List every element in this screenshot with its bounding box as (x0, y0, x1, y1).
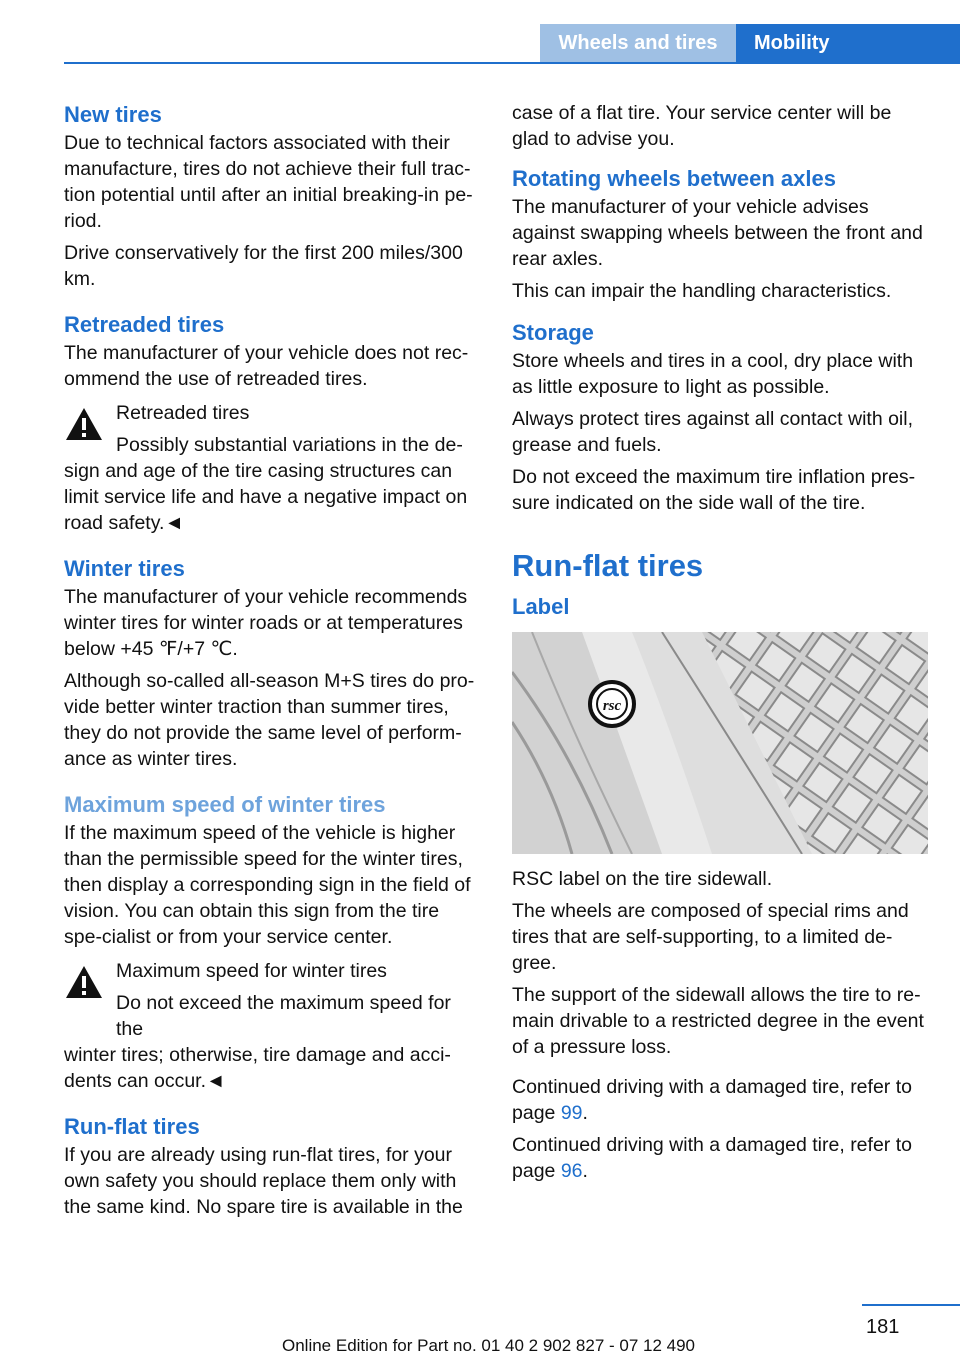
cross-reference (512, 1132, 930, 1184)
cross-reference (512, 1074, 930, 1126)
warning-triangle-icon (64, 406, 104, 442)
tab-section-wheels-and-tires[interactable]: Wheels and tires (540, 24, 736, 62)
warning-text: sign and age of the tire casing structures can limit service life and have a negative impact on road safety.◄ (64, 460, 468, 534)
paragraph: The support of the sidewall allows the tire to re-main drivable to a restricted degree in the event of a pressure loss. (512, 984, 924, 1058)
heading-winter-tires: Winter tires (64, 556, 185, 581)
page-link-96[interactable]: 96 (560, 1160, 583, 1182)
footer-divider (862, 1304, 960, 1306)
period: . (582, 1160, 588, 1182)
paragraph: If you are already using run-flat tires, for your own safety you should replace them only with the same kind. No spare tire is available in the (64, 1144, 463, 1218)
page-header (0, 24, 960, 64)
heading-run-flat-tires: Run-flat tires (64, 1114, 200, 1139)
paragraph: The wheels are composed of special rims and tires that are self-supporting, to a limited de-gree. (512, 900, 909, 974)
paragraph: Store wheels and tires in a cool, dry place with as little exposure to light as possible. (512, 350, 914, 398)
paragraph: Always protect tires against all contact with oil, grease and fuels. (512, 408, 914, 456)
paragraph: Due to technical factors associated with their manufacture, tires do not achieve their full trac-tion potential until after an initial breaking-in pe-riod. (64, 132, 473, 232)
warning-text: winter tires; otherwise, tire damage and acci-dents can occur.◄ (64, 1044, 451, 1092)
warning-retreaded-tires (64, 400, 482, 536)
paragraph: The manufacturer of your vehicle recommends winter tires for winter roads or at temperatures below +45 ℉/+7 ℃. (64, 586, 468, 660)
heading-rotating-wheels: Rotating wheels between axles (512, 166, 836, 191)
heading-new-tires: New tires (64, 102, 162, 127)
heading-max-speed-winter-tires: Maximum speed of winter tires (64, 792, 386, 817)
left-column (64, 100, 482, 1226)
paragraph: If the maximum speed of the vehicle is higher than the permissible speed for the winter tires, then display a corresponding sign in the field of vision. You can obtain this sign from the tire spe-cialist or from your service center. (64, 822, 471, 948)
paragraph: Although so-called all-season M+S tires do pro-vide better winter traction than summer tires, they do not provide the same level of perform-ance as winter tires. (64, 670, 475, 770)
page-link-99[interactable]: 99 (560, 1102, 583, 1124)
reference-text: Continued driving with a damaged tire, refer to page (512, 1134, 912, 1182)
warning-triangle-icon (64, 964, 104, 1000)
tab-chapter-mobility[interactable]: Mobility (736, 24, 960, 62)
warning-text-first-line: Do not exceed the maximum speed for the (116, 992, 451, 1040)
svg-text:rsc: rsc (602, 698, 622, 714)
paragraph: case of a flat tire. Your service center will be glad to advise you. (512, 102, 892, 150)
heading-retreaded-tires: Retreaded tires (64, 312, 225, 337)
warning-text-first-line: Possibly substantial variations in the de- (116, 434, 463, 456)
paragraph: The manufacturer of your vehicle advises against swapping wheels between the front and rear axles. (512, 196, 923, 270)
edition-footer: Online Edition for Part no. 01 40 2 902 827 - 07 12 490 (282, 1336, 696, 1355)
period: . (582, 1102, 588, 1124)
rsc-tire-illustration (512, 632, 928, 854)
paragraph: The manufacturer of your vehicle does not rec-ommend the use of retreaded tires. (64, 342, 469, 390)
paragraph: This can impair the handling characteristics. (512, 280, 892, 302)
right-column (512, 100, 930, 1190)
heading-label: Label (512, 594, 570, 619)
warning-title: Retreaded tires (116, 402, 250, 424)
warning-max-speed (64, 958, 482, 1094)
tire-illustration (512, 632, 928, 854)
header-divider (64, 62, 960, 64)
figure-caption: RSC label on the tire sidewall. (512, 868, 773, 890)
reference-text: Continued driving with a damaged tire, refer to page (512, 1076, 912, 1124)
warning-title: Maximum speed for winter tires (116, 960, 387, 982)
paragraph: Do not exceed the maximum tire inflation pres-sure indicated on the side wall of the tire. (512, 466, 916, 514)
page-number: 181 (866, 1316, 900, 1338)
heading-storage: Storage (512, 320, 594, 345)
paragraph: Drive conservatively for the first 200 miles/300 km. (64, 242, 463, 290)
title-run-flat-tires: Run-flat tires (512, 548, 704, 583)
